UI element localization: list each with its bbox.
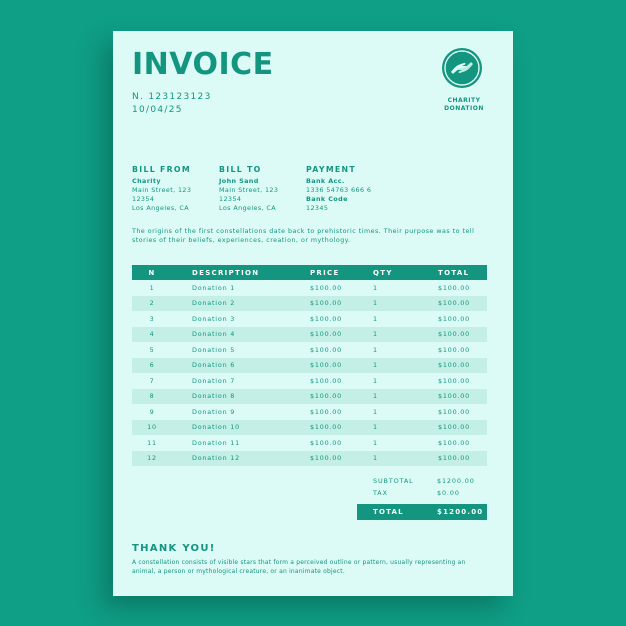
- cell-n: 10: [132, 420, 172, 436]
- cell-n: 2: [132, 296, 172, 312]
- cell-description: Donation 10: [172, 420, 290, 436]
- cell-n: 12: [132, 451, 172, 467]
- hands-icon: [442, 48, 482, 88]
- table-header-row: [132, 265, 487, 280]
- cell-description: Donation 7: [192, 376, 236, 385]
- table-row: [132, 435, 487, 451]
- cell-total: $100.00: [418, 420, 487, 436]
- table-row: [132, 451, 487, 467]
- cell-description: Donation 2: [172, 296, 290, 312]
- cell-price: $100.00: [290, 451, 353, 467]
- cell-description: Donation 3: [192, 314, 236, 323]
- cell-n: 6: [132, 358, 172, 374]
- cell-n: 7: [149, 376, 155, 385]
- subtotal-value: $1200.00: [437, 477, 475, 485]
- bank-code-label: Bank Code: [306, 195, 348, 203]
- bank-code-value: 12345: [306, 204, 329, 212]
- cell-description: Donation 6: [172, 358, 290, 374]
- cell-price: $100.00: [290, 296, 353, 312]
- cell-total: $100.00: [418, 358, 487, 374]
- cell-price: $100.00: [310, 283, 343, 292]
- cell-price: $100.00: [310, 407, 343, 416]
- tax-label: TAX: [373, 489, 388, 497]
- cell-description: Donation 11: [192, 438, 241, 447]
- bill-from-heading: BILL FROM: [132, 165, 191, 174]
- cell-qty: 1: [353, 420, 418, 436]
- bill-to-heading: BILL TO: [219, 165, 262, 174]
- bill-from-block: [132, 165, 191, 213]
- logo-line-1: CHARITY: [447, 97, 481, 104]
- cell-total: $100.00: [438, 345, 471, 354]
- intro-paragraph: The origins of the first constellations date back to prehistoric times. Their purpose was to tell stories of their beliefs, experiences, creation, or mythology.: [132, 228, 475, 244]
- cell-qty: 1: [373, 314, 378, 323]
- col-header-n: N: [132, 265, 172, 280]
- table-row: [132, 311, 487, 327]
- payment-block: [306, 165, 371, 213]
- bank-acc-value: 1336 54763 666 6: [306, 186, 372, 194]
- cell-total: $100.00: [438, 376, 471, 385]
- cell-description: Donation 4: [172, 327, 290, 343]
- col-header-price: PRICE: [290, 265, 353, 280]
- bill-to-zip: 12354: [219, 195, 242, 203]
- total-bar: [357, 504, 487, 520]
- logo-line-2: DONATION: [444, 105, 484, 112]
- cell-total: $100.00: [438, 314, 471, 323]
- table-row: [132, 404, 487, 420]
- bill-from-city: Los Angeles, CA: [132, 204, 190, 212]
- cell-n: 5: [149, 345, 155, 354]
- cell-qty: 1: [373, 283, 378, 292]
- table-row: [132, 358, 487, 374]
- table-body: [132, 280, 487, 466]
- total-value: $1200.00: [437, 508, 484, 516]
- bill-from-street: Main Street, 123: [132, 186, 192, 194]
- cell-qty: 1: [353, 327, 418, 343]
- table-row: [132, 296, 487, 312]
- cell-qty: 1: [353, 296, 418, 312]
- cell-description: Donation 9: [192, 407, 236, 416]
- col-header-total: TOTAL: [418, 265, 487, 280]
- cell-n: 1: [149, 283, 155, 292]
- invoice-meta: [132, 91, 212, 117]
- tax-value: $0.00: [437, 489, 460, 497]
- bank-acc-label: Bank Acc.: [306, 177, 345, 185]
- cell-description: Donation 5: [192, 345, 236, 354]
- table-row: [132, 342, 487, 358]
- table-row: [132, 420, 487, 436]
- table-row: [132, 373, 487, 389]
- cell-total: $100.00: [438, 283, 471, 292]
- col-header-qty: QTY: [353, 265, 418, 280]
- footer-note: A constellation consists of visible stars that form a perceived outline or pattern, usually representing an animal, a person or mythological creature, or an inanimate object.: [132, 559, 466, 575]
- cell-total: $100.00: [438, 407, 471, 416]
- cell-price: $100.00: [310, 376, 343, 385]
- cell-price: $100.00: [290, 358, 353, 374]
- cell-description: Donation 8: [172, 389, 290, 405]
- cell-qty: 1: [353, 451, 418, 467]
- cell-price: $100.00: [290, 327, 353, 343]
- cell-n: 8: [132, 389, 172, 405]
- table-row: [132, 327, 487, 343]
- cell-total: $100.00: [418, 389, 487, 405]
- col-header-description: DESCRIPTION: [172, 265, 290, 280]
- bill-to-city: Los Angeles, CA: [219, 204, 277, 212]
- invoice-title: INVOICE: [132, 47, 274, 82]
- cell-qty: 1: [353, 358, 418, 374]
- bill-from-name: Charity: [132, 177, 161, 185]
- cell-total: $100.00: [418, 296, 487, 312]
- cell-price: $100.00: [310, 438, 343, 447]
- payment-heading: PAYMENT: [306, 165, 356, 174]
- subtotal-label: SUBTOTAL: [373, 477, 414, 485]
- cell-qty: 1: [353, 389, 418, 405]
- cell-price: $100.00: [310, 314, 343, 323]
- line-items-table: [132, 265, 487, 466]
- bill-to-block: [219, 165, 278, 213]
- invoice-sheet: [113, 31, 513, 596]
- cell-price: $100.00: [310, 345, 343, 354]
- cell-description: Donation 1: [192, 283, 236, 292]
- bill-to-street: Main Street, 123: [219, 186, 279, 194]
- cell-n: 4: [132, 327, 172, 343]
- cell-total: $100.00: [438, 438, 471, 447]
- invoice-date: 10/04/25: [132, 105, 183, 115]
- thank-you-heading: THANK YOU!: [132, 543, 216, 554]
- cell-qty: 1: [373, 407, 378, 416]
- cell-qty: 1: [373, 438, 378, 447]
- invoice-number: N. 123123123: [132, 92, 212, 102]
- cell-price: $100.00: [290, 420, 353, 436]
- cell-qty: 1: [373, 345, 378, 354]
- cell-price: $100.00: [290, 389, 353, 405]
- table-row: [132, 389, 487, 405]
- table-row: [132, 280, 487, 296]
- cell-n: 9: [149, 407, 155, 416]
- total-label: TOTAL: [373, 508, 404, 516]
- bill-to-name: John Sand: [219, 177, 259, 185]
- cell-description: Donation 12: [172, 451, 290, 467]
- logo-text: [431, 97, 497, 113]
- cell-qty: 1: [373, 376, 378, 385]
- cell-total: $100.00: [418, 451, 487, 467]
- bill-from-zip: 12354: [132, 195, 155, 203]
- cell-total: $100.00: [418, 327, 487, 343]
- cell-n: 3: [149, 314, 155, 323]
- cell-n: 11: [147, 438, 157, 447]
